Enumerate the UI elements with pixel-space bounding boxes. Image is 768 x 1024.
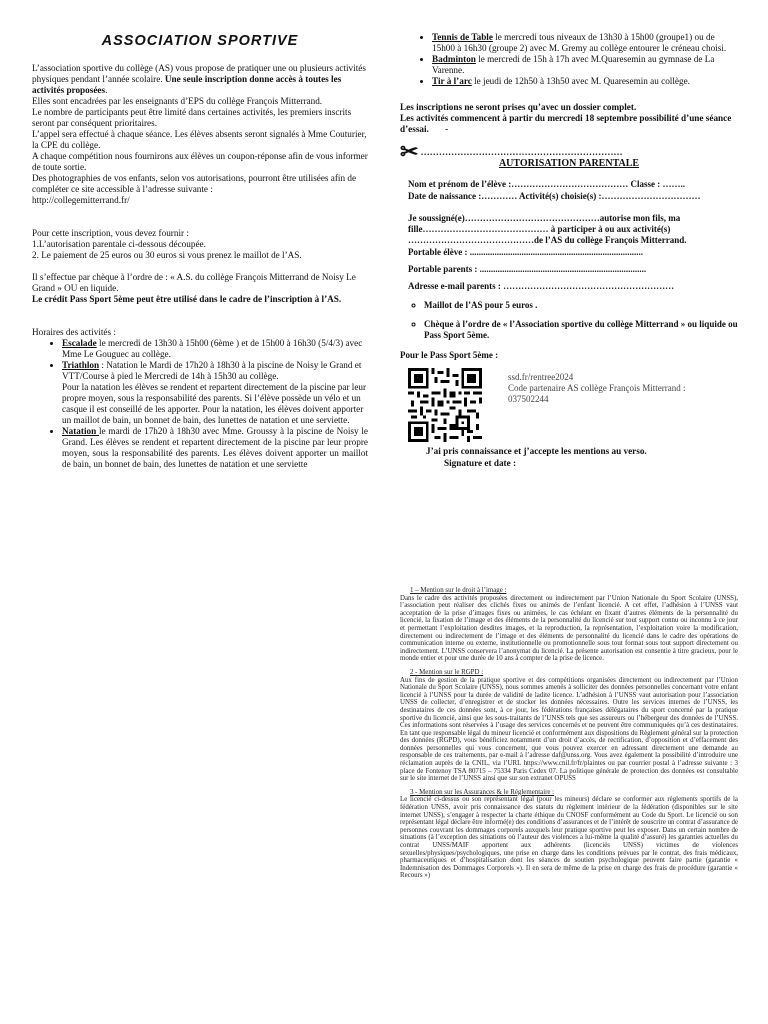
left-column xyxy=(32,0,368,470)
provide-item: 1.L’autorisation parentale ci-dessous découpée. xyxy=(32,239,206,249)
legal-body: Aux fins de gestion de la pratique sportive et des compétitions organisées directement ou indirectement par l’Union Nationale du Sport Scolaire (UNSS), nous sommes amenés à solliciter des données personnelles concernant votre enfant licencié à l’UNSS pour la durée de validité de ladite licence. L’adhésion à l’UNSS vaut autorisation pour l’association UNSS de collecter, d’enregistrer et de stocker les données nécessaires. Outre les services internes de l’UNSS, les destinataires de ces données sont, à ce jour, les fédérations françaises délégataires du sport concerné par la pratique sportive du licencié, ainsi que les sous-traitants de l’UNSS tels que ses assureurs ou l’hébergeur des données de l’UNSS. Ces informations sont réservées à l’usage des services concernés et ne peuvent être communiquées qu’à ces destinataires. En tant que responsable légal du mineur licencié et conformément aux dispositions du Règlement général sur la protection des données (RGPD), vous bénéficiez notamment d’un droit d’accès, de rectification, d’opposition et d’effacement des données personnelles qui vous concernent, que vous pouvez exercer en adressant directement une demande au responsable de ces traitements, par e-mail à l’adresse daf@unss.org. Vous avez également la possibilité d’introduire une réclamation auprès de la CNIL, via l’URL https://www.cnil.fr/fr/plaintes ou par courrier postal à l’adresse suivante : 3 place de Fontenoy TSA 80715 – 75334 Paris Cedex 07. La politique générale de protection des données est consultable sur le site internet de l’UNSS ainsi que sur son extranet OPUSS xyxy=(400,676,738,783)
acceptance-text: J’ai pris connaissance et j’accepte les mentions au verso. xyxy=(426,446,647,456)
acceptance-block xyxy=(426,445,738,469)
inscription-line: Les inscriptions ne seront prises qu’avec un dossier complet. xyxy=(400,102,637,112)
right-column xyxy=(400,0,738,469)
legal-heading: 2 - Mention sur le RGPD : xyxy=(410,668,484,676)
inscription-notes xyxy=(400,102,738,135)
legal-heading: 1 – Mention sur le droit à l’image : xyxy=(410,587,507,594)
qr-partner-label: Code partenaire AS collège François Mitterrand : xyxy=(508,383,686,393)
legal-body: Le licencié ci-dessus ou son représentant légal (pour les mineurs) déclare se conformer aux règlements sportifs de la fédération UNSS, avoir pris connaissance des statuts du règlement intérieur de la fédération (disponibles sur le site internet UNSS), s’engager à respecter la charte éthique du CNOSF conformément au Code du Sport. Le licencié ou son représentant légal déclare être informé(e) des conditions d’assurances et de l’intérêt de souscrire un contrat d’assurance de personnes couvrant les dommages corporels auxquels leur pratique sportive peut les exposer. Dans un certain nombre de situations (à l’exception des situations où l’auteur des violences a lui-même la qualité d’assuré) les garanties actuelles du contrat UNSS/MAIF apportent aux adhérents (licenciés UNSS) victimes de violences sexuelles/physiques/psychologiques, une prise en charge dans les conditions prévues par le contrat, des frais médicaux, pharmaceutiques et d’hospitalisation dont les séances de soutien psychologique peuvent faire partie (garantie « Indemnisation des Dommages Corporels »). Il en sera de même de la prise en charge des frais de procédure (garantie « Recours ») xyxy=(400,796,738,880)
page-title: ASSOCIATION SPORTIVE xyxy=(101,33,299,49)
qr-row xyxy=(408,368,738,442)
option-payment[interactable]: ◦ Chèque à l’ordre de « l’Association sportive du collège Mitterrand » ou liquide ou Pass Sport 5ème. xyxy=(424,319,738,341)
qr-info xyxy=(508,372,685,442)
consent-field[interactable]: Je soussigné(e)………………………………………autorise mon fils, ma fille…………………………………… à participer à ou aux activité(s) ……………………………………de l’AS du collège François Mitterrand. xyxy=(408,213,687,245)
list-item: • Tir à l’arc le jeudi de 12h50 à 13h50 avec M. Quaresemin au collège. xyxy=(432,76,738,87)
option-jersey[interactable]: ◦ Maillot de l’AS pour 5 euros . xyxy=(424,300,738,311)
list-item: • Natation le mardi de 17h20 à 18h30 avec Mme. Groussy à la piscine de Noisy le Grand. Les élèves se rendent et repartent directement de la piscine par leur propre moyen, sous la responsabilité des parents. Les élèves doivent apporter un maillot de bain, un bonnet de bain, des lunettes de natation et une serviette xyxy=(62,426,368,470)
intro-line: L’association sportive du collège (AS) vous propose de pratiquer une ou plusieurs activités physiques pendant l’année scolaire. Une seule inscription donne accès à toutes les activités proposées. xyxy=(32,63,366,95)
legal-body: Dans le cadre des activités proposées directement ou indirectement par l’Union Nationale du Sport Scolaire (UNSS), l’association peut réaliser des clichés fixes ou animés de l’enfant licencié. A cet effet, l’adhésion à l’UNSS vaut acceptation de la prise d’images fixes ou animées, le cas échéant en fixant d’autres éléments de la personnalité du licencié, la fixation de l’image et des éléments de la personnalité du licencié sur tout support connu ou inconnu à ce jour et permettant l’exploitation desdites images, et la reproduction, la représentation, l’exploitation voire la modification, directement ou indirectement de l’image et des éléments de personnalité du licencié dans le cadre des opérations de communication interne ou externe, institutionnelle ou promotionnelle sous tout format sous tout support directement ou indirectement. L’UNSS conservera l’anonymat du licencié. La présente autorisation est consentie à titre gracieux, pour le monde entier et pour une durée de 10 ans à compter de la prise de licence. xyxy=(400,594,738,663)
intro-line: Des photographies de vos enfants, selon vos autorisations, pourront être utilisées afin de compléter ce site accessible à l’adresse suivante : xyxy=(32,173,357,194)
parents-email-field[interactable]: Adresse e-mail parents : ………………………………………………… xyxy=(408,281,675,291)
intro-line: A chaque compétition nous fournirons aux élèves un coupon-réponse afin de vous informer de toute sortie. xyxy=(32,151,368,172)
cut-dots: ………………………………………………………… xyxy=(420,147,623,157)
qr-code-icon[interactable] xyxy=(408,368,482,442)
authorization-title: AUTORISATION PARENTALE xyxy=(498,158,640,169)
legal-section xyxy=(400,669,738,783)
qr-url[interactable]: ssd.fr/rentree2024 xyxy=(508,372,574,382)
intro-block xyxy=(32,63,368,206)
student-phone-field[interactable]: Portable élève : ............................................................................. xyxy=(408,247,643,257)
student-name-field[interactable]: Nom et prénom de l’élève :………………………………… Classe : …….. xyxy=(408,179,685,189)
schedule-title: Horaires des activités : xyxy=(32,327,116,337)
birthdate-field[interactable]: Date de naissance :………… Activité(s) choisie(s) :…………………………… xyxy=(408,191,701,201)
list-item: • Tennis de Table le mercredi tous niveaux de 13h30 à 15h00 (groupe1) ou de 15h00 à 16h30 (groupe 2) avec M. Gremy au collège entourer le créneau choisi. xyxy=(432,32,738,54)
pass-sport-text: Le crédit Pass Sport 5ème peut être utilisé dans le cadre de l’inscription à l’AS. xyxy=(32,294,342,304)
legal-heading: 3 - Mention sur les Assurances & le Réglementaire : xyxy=(410,788,555,796)
list-item: • Triathlon : Natation le Mardi de 17h20 à 18h30 à la piscine de Noisy le Grand et VTT/Course à pied le Mercredi de 14h à 15h30 au collège. Pour la natation les élèves se rendent et repartent directement de la piscine par leur propre moyen, sous la responsabilité des parents. Si l’élève possède un vélo et un casque il est conseillé de les apporter. Pour la natation, les élèves doivent apporter un maillot de bain, un bonnet de bain, des lunettes de natation et une serviette. xyxy=(62,360,368,426)
intro-line: L’appel sera effectué à chaque séance. Les élèves absents seront signalés à Mme Couturier, la CPE du collège. xyxy=(32,129,367,150)
list-item: • Badminton le mercredi de 15h à 17h avec M.Quaresemin au gymnase de La Varenne. xyxy=(432,54,738,76)
sports-list xyxy=(400,32,738,87)
provide-item: 2. Le paiement de 25 euros ou 30 euros si vous prenez le maillot de l’AS. xyxy=(32,250,302,260)
start-line: Les activités commencent à partir du mercredi 18 septembre possibilité d’une séance d’essai. - xyxy=(400,113,732,134)
authorization-form xyxy=(408,179,738,341)
website-link[interactable]: http://collegemitterrand.fr/ xyxy=(32,195,130,205)
legal-mentions xyxy=(400,587,738,886)
pass-sport-title: Pour le Pass Sport 5ème : xyxy=(400,350,499,360)
qr-partner-code: 037502244 xyxy=(508,394,549,404)
parents-phone-field[interactable]: Portable parents : .......................................................................... xyxy=(408,264,647,274)
payment-options xyxy=(408,300,738,341)
legal-section xyxy=(400,587,738,663)
intro-line: Elles sont encadrées par les enseignants d’EPS du collège François Mitterrand. xyxy=(32,96,323,106)
list-item: • Escalade le mercredi de 13h30 à 15h00 (6ème ) et de 15h00 à 16h30 (5/4/3) avec Mme Le Gouguec au collège. xyxy=(62,338,368,360)
scissors-icon: ✂ xyxy=(400,139,419,164)
payment-text: Il s’effectue par chèque à l’ordre de : « A.S. du collège François Mitterrand de Noisy Le Grand » OU en liquide. xyxy=(32,272,356,293)
provide-title: Pour cette inscription, vous devez fournir : xyxy=(32,228,189,238)
intro-line: Le nombre de participants peut être limité dans certaines activités, les premiers inscrits seront par conséquent prioritaires. xyxy=(32,107,352,128)
schedule-list xyxy=(32,338,368,470)
legal-section xyxy=(400,789,738,880)
signature-field[interactable]: Signature et date : xyxy=(444,458,517,468)
